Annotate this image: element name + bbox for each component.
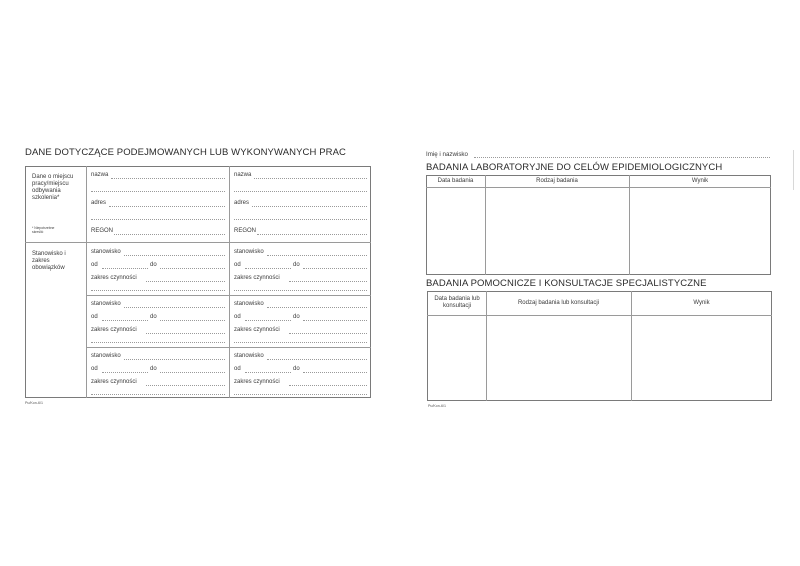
position-field[interactable] <box>124 307 225 308</box>
to-label: do <box>150 314 157 320</box>
to-field[interactable] <box>160 320 225 321</box>
from-label: od <box>91 262 98 268</box>
regon-field[interactable] <box>257 234 367 235</box>
scope-field-line2[interactable] <box>234 290 367 291</box>
address-field-line2[interactable] <box>234 219 367 220</box>
aux-header-result: Wynik <box>693 300 710 306</box>
scope-field[interactable] <box>146 333 225 334</box>
regon-field[interactable] <box>114 234 225 235</box>
position-field-label: stanowisko <box>91 353 121 359</box>
position-field[interactable] <box>124 255 225 256</box>
from-field[interactable] <box>102 268 148 269</box>
position-field-label: stanowisko <box>234 249 264 255</box>
scope-field-line2[interactable] <box>234 394 367 395</box>
address-field-line2[interactable] <box>91 219 225 220</box>
table-column-divider <box>229 166 230 398</box>
footnote: * Niepotrzebne skreślić <box>32 226 55 234</box>
scope-label: zakres czynności <box>91 379 137 385</box>
table-column-divider <box>86 166 87 398</box>
regon-label: REGON <box>234 228 257 234</box>
name-label: nazwa <box>234 172 252 178</box>
from-field[interactable] <box>102 320 148 321</box>
lab-header-result: Wynik <box>691 178 709 184</box>
scope-field[interactable] <box>289 385 367 386</box>
workplace-label: Dane o miejscu pracy/miejscu odbywania szkolenia* <box>32 174 74 201</box>
table-column-divider <box>485 175 486 275</box>
name-label: nazwa <box>91 172 109 178</box>
scope-label: zakres czynności <box>91 275 137 281</box>
to-label: do <box>293 366 300 372</box>
to-label: do <box>293 262 300 268</box>
scope-field-line2[interactable] <box>91 342 225 343</box>
from-label: od <box>234 314 241 320</box>
scope-field-line2[interactable] <box>91 394 225 395</box>
address-label: adres <box>91 200 107 206</box>
scope-field[interactable] <box>146 385 225 386</box>
position-field-label: stanowisko <box>91 301 121 307</box>
to-label: do <box>150 262 157 268</box>
address-field[interactable] <box>252 206 367 207</box>
table-column-divider <box>631 291 632 401</box>
from-label: od <box>234 262 241 268</box>
scope-field-line2[interactable] <box>91 290 225 291</box>
to-field[interactable] <box>303 372 367 373</box>
table-column-divider <box>629 175 630 275</box>
table-header-divider <box>426 187 771 188</box>
lab-tests-title: BADANIA LABORATORYJNE DO CELÓW EPIDEMIOLOGICZNYCH <box>426 162 723 173</box>
position-field[interactable] <box>267 255 367 256</box>
scope-label: zakres czynności <box>91 327 137 333</box>
from-label: od <box>91 366 98 372</box>
to-label: do <box>150 366 157 372</box>
full-name-field[interactable] <box>474 157 770 158</box>
scope-label: zakres czynności <box>234 327 280 333</box>
name-field-line2[interactable] <box>91 191 225 192</box>
name-field-line2[interactable] <box>234 191 367 192</box>
position-field-label: stanowisko <box>91 249 121 255</box>
aux-header-type: Rodzaj badania lub konsultacji <box>517 300 600 306</box>
table-row-divider <box>86 347 371 348</box>
to-label: do <box>293 314 300 320</box>
table-header-divider <box>427 315 772 316</box>
to-field[interactable] <box>303 320 367 321</box>
aux-tests-title: BADANIA POMOCNICZE I KONSULTACJE SPECJALISTYCZNE <box>426 278 707 289</box>
scope-field[interactable] <box>289 333 367 334</box>
scope-field[interactable] <box>146 281 225 282</box>
to-field[interactable] <box>303 268 367 269</box>
lab-header-type: Rodzaj badania <box>536 178 578 184</box>
from-field[interactable] <box>245 268 291 269</box>
name-field[interactable] <box>254 178 367 179</box>
scope-label: zakres czynności <box>234 379 280 385</box>
form-code: Pu/Kon-6/1 <box>428 404 446 408</box>
scope-field[interactable] <box>289 281 367 282</box>
position-field-label: stanowisko <box>234 353 264 359</box>
position-field[interactable] <box>267 359 367 360</box>
position-label: Stanowisko i zakres obowiązków <box>32 251 66 271</box>
from-label: od <box>91 314 98 320</box>
scope-label: zakres czynności <box>234 275 280 281</box>
table-row-divider <box>86 295 371 296</box>
scan-edge <box>793 150 794 190</box>
address-label: adres <box>234 200 250 206</box>
to-field[interactable] <box>160 372 225 373</box>
position-field[interactable] <box>124 359 225 360</box>
table-row-divider <box>25 242 371 243</box>
table-column-divider <box>486 291 487 401</box>
from-label: od <box>234 366 241 372</box>
lab-header-date: Data badania <box>437 178 474 184</box>
lab-tests-table <box>426 175 771 275</box>
form-code: Pu/Kon-6/1 <box>25 401 43 405</box>
from-field[interactable] <box>245 320 291 321</box>
scope-field-line2[interactable] <box>234 342 367 343</box>
to-field[interactable] <box>160 268 225 269</box>
position-field[interactable] <box>267 307 367 308</box>
left-page-title: DANE DOTYCZĄCE PODEJMOWANYCH LUB WYKONYWANYCH PRAC <box>25 147 346 158</box>
name-label: Imię i nazwisko <box>426 151 468 158</box>
from-field[interactable] <box>245 372 291 373</box>
aux-header-date: Data badania lub konsultacji <box>434 296 480 309</box>
name-field[interactable] <box>111 178 225 179</box>
position-field-label: stanowisko <box>234 301 264 307</box>
regon-label: REGON <box>91 228 114 234</box>
from-field[interactable] <box>102 372 148 373</box>
address-field[interactable] <box>109 206 225 207</box>
